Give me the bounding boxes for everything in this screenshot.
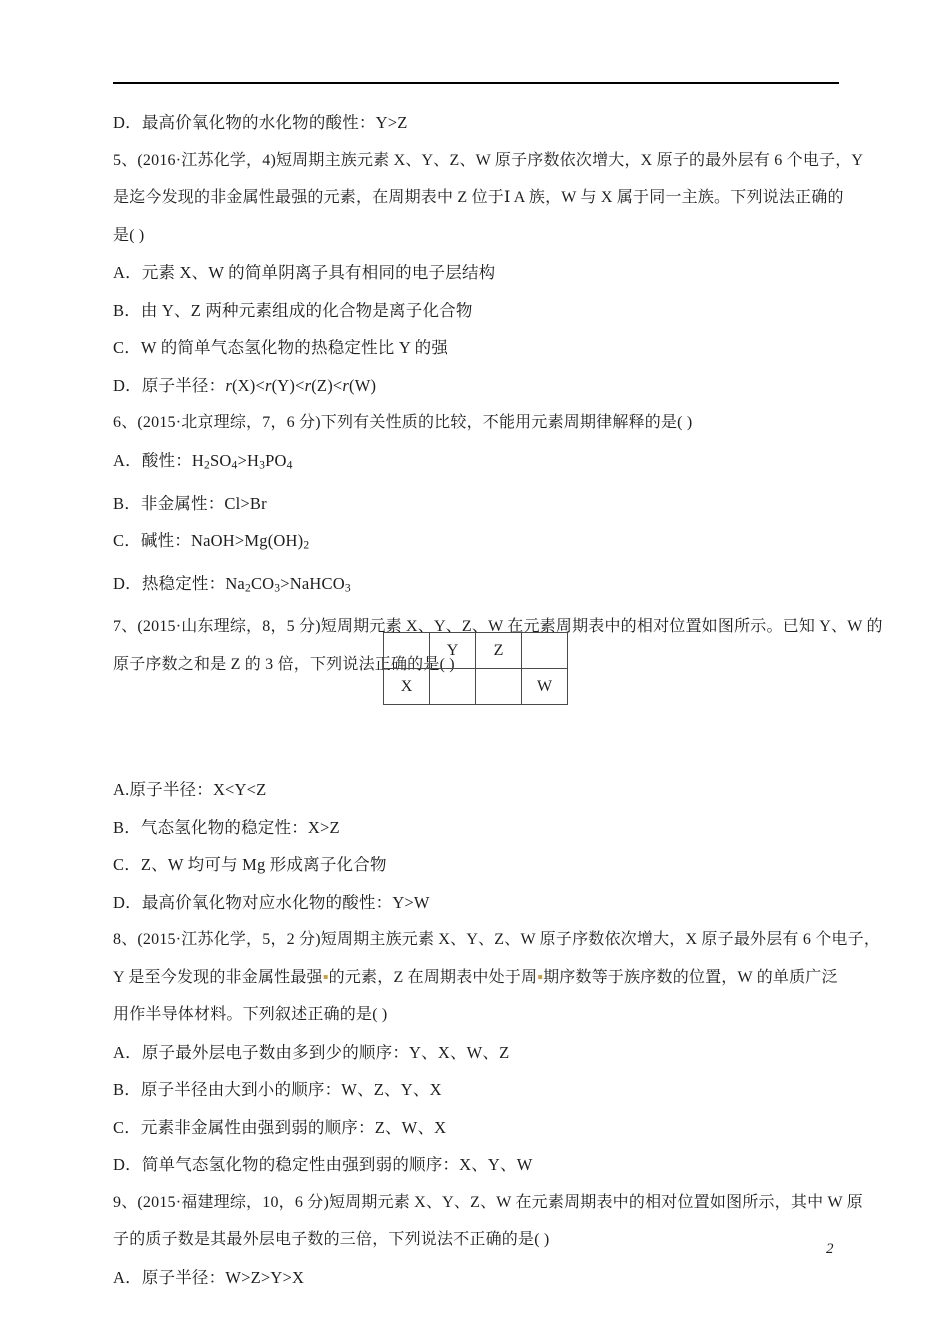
question-5-stem-line-1: 5、(2016·江苏化学，4)短周期主族元素 X、Y、Z、W 原子序数依次增大，X 原子的最外层有 6 个电子，Y [113,151,864,169]
cell-r2c3 [476,669,522,705]
ocr-mark-1: ▪ [322,968,329,986]
question-7-stem-line-2: 原子序数之和是 Z 的 3 倍，下列说法正确的是( ) [113,655,455,673]
table-row [384,633,568,669]
question-8-option-a: A．原子最外层电子数由多到少的顺序：Y、X、W、Z [113,1042,510,1062]
question-8-stem-line-2: Y 是至今发现的非金属性最强▪的元素，Z 在周期表中处于周▪期序数等于族序数的位置，W 的单质广泛 [113,968,838,986]
question-7-stem-line-1: 7、(2015·山东理综，8，5 分)短周期元素 X、Y、Z、W 在元素周期表中的相对位置如图所示。已知 Y、W 的 [113,618,883,636]
question-7-option-b: B．气态氢化物的稳定性：X>Z [113,817,340,837]
page-number: 2 [826,1241,834,1257]
orphan-option-d: D．最高价氧化物的水化物的酸性：Y>Z [113,113,408,132]
question-5-option-a: A．元素 X、W 的简单阴离子具有相同的电子层结构 [113,263,496,282]
header-rule [113,82,839,84]
question-8-option-c: C．元素非金属性由强到弱的顺序：Z、W、X [113,1117,447,1137]
question-5-stem-line-3: 是( ) [113,226,145,244]
cell-r1c1 [384,633,430,669]
cell-r1c4 [522,633,568,669]
cell-r2c2 [430,669,476,705]
question-5-option-b: B．由 Y、Z 两种元素组成的化合物是离子化合物 [113,300,473,320]
question-6-stem-line-1: 6、(2015·北京理综，7，6 分)下列有关性质的比较，不能用元素周期律解释的是( ) [113,414,693,431]
cell-r1c2: Y [430,633,476,669]
question-9-stem-line-2: 子的质子数是其最外层电子数的三倍，下列说法不正确的是( ) [113,1231,550,1249]
question-8-option-d: D．简单气态氢化物的稳定性由强到弱的顺序：X、Y、W [113,1155,533,1175]
question-6-option-c: C．碱性：$NaOH>Mg(OH)_2$ [113,531,310,552]
table-row [384,669,568,705]
question-6-option-a: A．酸性：$H_2SO_4>H_3PO_4$ [113,450,293,472]
cell-r2c1: X [384,669,430,705]
cell-r2c4: W [522,669,568,705]
question-9-stem-line-1: 9、(2015·福建理综，10，6 分)短周期元素 X、Y、Z、W 在元素周期表中的相对位置如图所示，其中 W 原 [113,1193,863,1211]
question-7-option-c: C．Z、W 均可与 Mg 形成离子化合物 [113,855,387,875]
question-7-option-a: A.原子半径：X<Y<Z [113,780,267,800]
question-6-option-d: D．热稳定性：$Na_2CO_3>NaHCO_3$ [113,574,351,595]
question-6-option-b: B．非金属性：Cl>Br [113,493,267,513]
ocr-mark-2: ▪ [537,968,544,986]
question-9-option-a: A．原子半径：W>Z>Y>X [113,1267,305,1287]
question-7-periodic-position-figure [383,632,568,705]
cell-r1c3: Z [476,633,522,669]
question-8-stem-line-1: 8、(2015·江苏化学，5，2 分)短周期主族元素 X、Y、Z、W 原子序数依次增大，X 原子最外层有 6 个电子， [113,931,881,949]
question-8-option-b: B．原子半径由大到小的顺序：W、Z、Y、X [113,1080,442,1100]
question-5-option-d: D．原子半径：r(X)<r(Y)<r(Z)<r(W) [113,375,377,395]
question-8-stem-line-3: 用作半导体材料。下列叙述正确的是( ) [113,1006,388,1024]
question-5-option-c: C．W 的简单气态氢化物的热稳定性比 Y 的强 [113,338,449,357]
periodic-position-table [383,632,568,705]
question-7-option-d: D．最高价氧化物对应水化物的酸性：Y>W [113,892,430,912]
question-5-stem-line-2: 是迄今发现的非金属性最强的元素，在周期表中 Z 位于Ⅰ A 族，W 与 X 属于同一主族。下列说法正确的 [113,189,844,206]
